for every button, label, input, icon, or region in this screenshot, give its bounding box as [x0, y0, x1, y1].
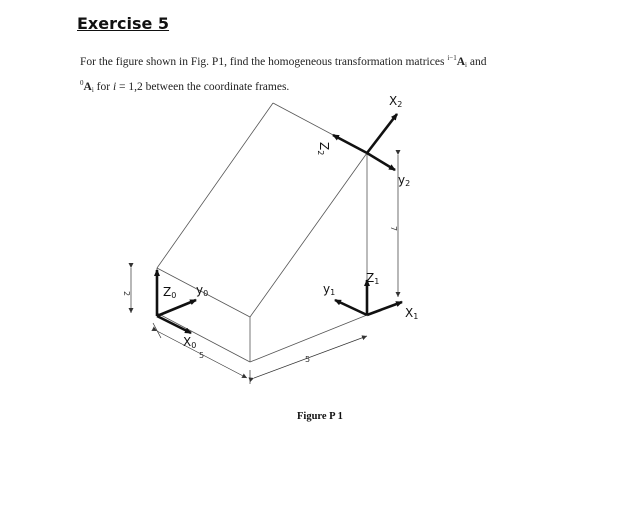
frame-2: [333, 114, 397, 170]
frame2-z-axis: [333, 135, 367, 153]
frame2-z-subscript: 2: [316, 150, 325, 156]
frame1-y-subscript: 1: [330, 288, 336, 297]
frame1-z-letter: Z: [366, 271, 375, 285]
matrix-symbol-1: A: [456, 56, 466, 68]
frame0-y-label: [196, 283, 208, 298]
frame-1: [335, 280, 402, 315]
block-edge-slope: [250, 153, 367, 317]
frame2-x-subscript: 2: [397, 100, 403, 109]
frame2-x-label: [389, 94, 402, 109]
frame0-y-subscript: 0: [203, 289, 209, 298]
frame0-z-subscript: 0: [171, 291, 177, 300]
subscript-i-2: i: [91, 86, 94, 94]
frame0-x-subscript: 0: [191, 341, 197, 350]
frame2-y-label: [398, 173, 410, 188]
frame1-x-letter: X: [405, 306, 414, 320]
dim-label-depth: 5: [305, 355, 311, 364]
frame2-y-letter: y: [398, 173, 406, 187]
frame0-y-letter: y: [196, 283, 204, 297]
frame2-z-label: [316, 142, 331, 155]
frame1-y-letter: y: [323, 282, 331, 296]
frame0-x-axis: [157, 316, 191, 333]
figure-caption: Figure P 1: [297, 411, 343, 422]
frame2-y-axis: [367, 153, 395, 170]
wedge-block: [157, 103, 367, 362]
frame1-z-subscript: 1: [374, 277, 380, 286]
dim-tick-left: [153, 323, 161, 338]
problem-text-4: = 1,2 between the coordinate frames.: [116, 81, 290, 93]
subscript-i-1: i: [465, 61, 467, 69]
frame0-y-axis: [157, 300, 196, 316]
exercise-title: Exercise 5: [77, 14, 170, 33]
frame1-x-subscript: 1: [413, 312, 419, 321]
matrix-symbol-2: A: [83, 81, 92, 93]
dim-label-right-height: 7: [389, 226, 398, 232]
frame1-y-label: [323, 282, 335, 297]
frame0-x-label: [183, 335, 196, 350]
frame2-y-subscript: 2: [405, 179, 411, 188]
problem-text-1: For the figure shown in Fig. P1, find the homogeneous transformation matrices: [80, 56, 448, 68]
variable-i: i: [112, 81, 117, 93]
frame1-y-axis: [335, 300, 367, 315]
frame2-z-letter: Z: [317, 142, 331, 151]
frame0-z-letter: Z: [163, 285, 172, 299]
frame1-x-label: [405, 306, 418, 321]
frame1-z-label: [366, 271, 379, 286]
block-edge-top-left: [157, 103, 273, 268]
dim-depth-line: [254, 336, 367, 378]
superscript-0: 0: [80, 79, 84, 87]
frame0-z-label: [163, 285, 176, 300]
dim-label-left-height: 2: [122, 291, 131, 297]
frame0-x-letter: X: [183, 335, 192, 349]
problem-text-2: and: [466, 56, 487, 68]
frame2-x-letter: X: [389, 94, 398, 108]
frame1-x-axis: [367, 302, 402, 315]
dim-label-front-width: 5: [199, 351, 205, 360]
dimension-lines: [131, 155, 398, 384]
problem-text-3: for: [93, 81, 113, 93]
frame2-x-axis: [367, 114, 397, 153]
superscript-i-minus-1: i−1: [447, 54, 457, 62]
